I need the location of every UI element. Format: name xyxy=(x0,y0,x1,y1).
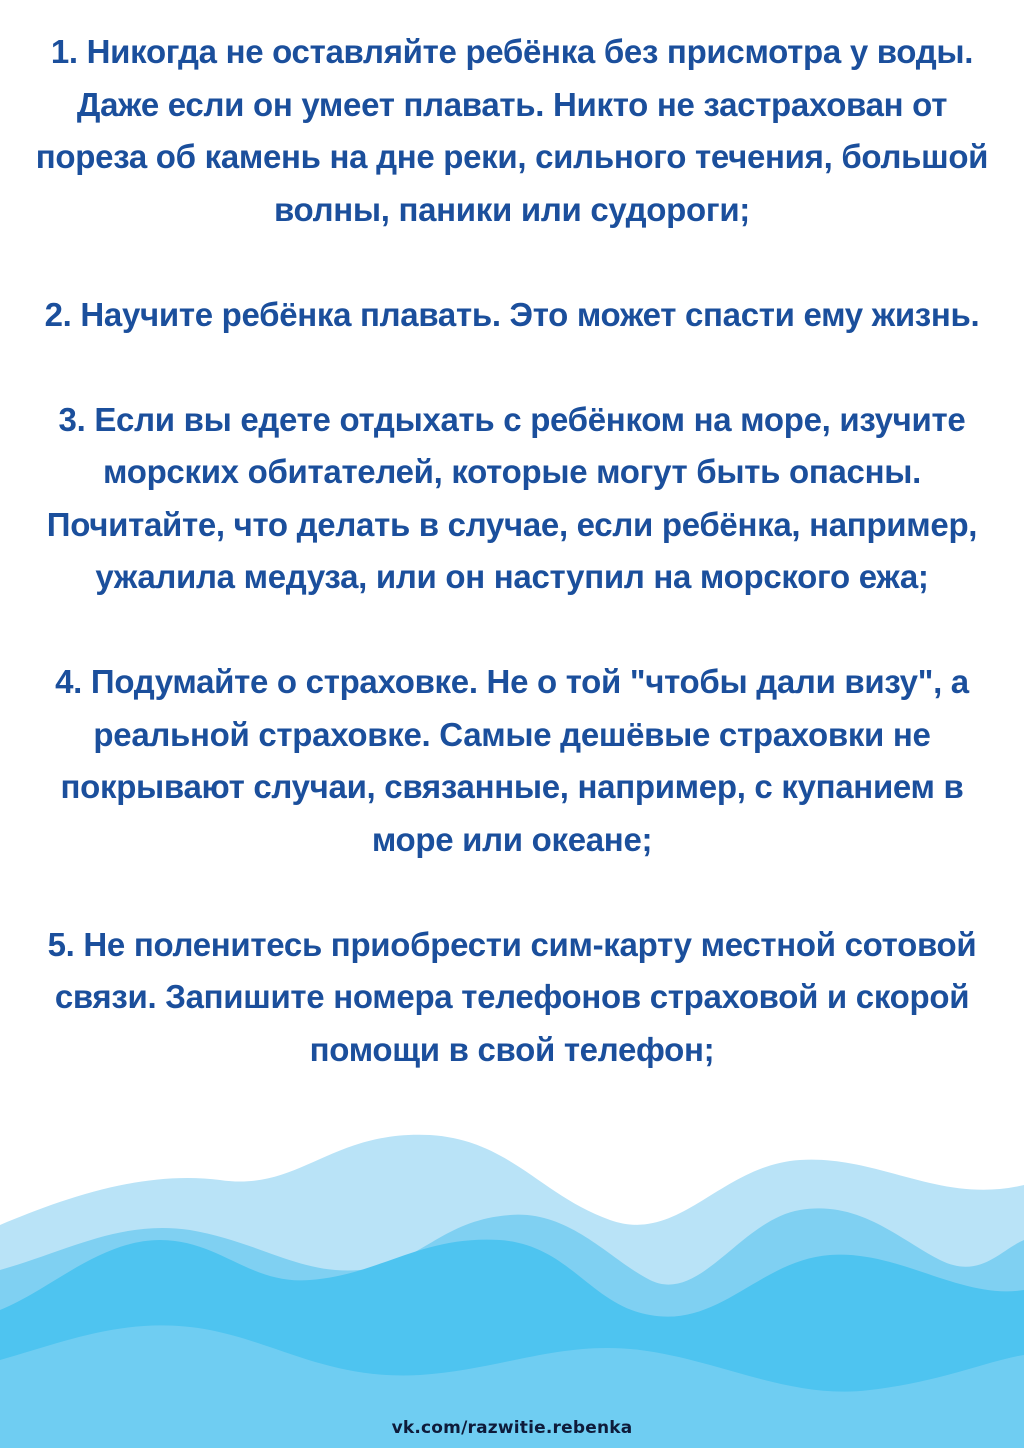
tip-2: 2. Научите ребёнка плавать. Это может спасти ему жизнь. xyxy=(44,295,980,333)
tip-4: 4. Подумайте о страховке. Не о той "чтобы дали визу", а реальной страховке. Самые дешёвые страховки не покрывают случаи, связанные, например, с купанием в море или океане; xyxy=(55,663,969,858)
tips-list xyxy=(20,26,1004,1076)
decorative-waves xyxy=(0,1100,1024,1448)
tip-1: 1. Никогда не оставляйте ребёнка без присмотра у воды. Даже если он умеет плавать. Никто не застрахован от пореза об камень на дне реки, сильного течения, большой волны, паники или судороги; xyxy=(35,33,989,228)
tip-3: 3. Если вы едете отдыхать с ребёнком на море, изучите морских обитателей, которые могут быть опасны. Почитайте, что делать в случае, если ребёнка, например, ужалила медуза, или он наступил на морского ежа; xyxy=(46,400,978,595)
tip-5: 5. Не поленитесь приобрести сим-карту местной сотовой связи. Запишите номера телефонов страховой и скорой помощи в свой телефон; xyxy=(47,925,977,1068)
footer-link[interactable]: vk.com/razwitie.rebenka xyxy=(391,1418,633,1438)
